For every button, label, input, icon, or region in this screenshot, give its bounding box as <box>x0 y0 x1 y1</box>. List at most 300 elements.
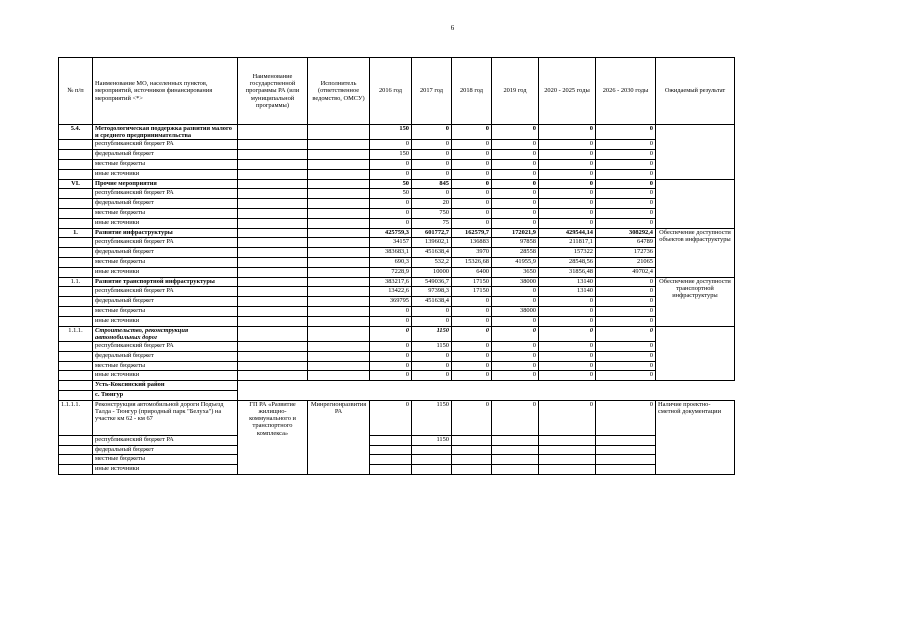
cell-2026-2030: 0 <box>596 316 656 326</box>
row-number <box>59 465 93 475</box>
table-row <box>59 199 735 209</box>
header-no: № п/п <box>59 58 93 125</box>
row-number <box>59 306 93 316</box>
cell-2026-2030: 0 <box>596 169 656 179</box>
cell-2018: 0 <box>452 140 492 150</box>
table-row <box>59 390 735 400</box>
cell-2016 <box>370 465 412 475</box>
row-executor <box>308 248 370 258</box>
table-row <box>59 160 735 170</box>
cell-2017: 0 <box>412 160 452 170</box>
cell-2019: 28558 <box>492 248 539 258</box>
row-executor <box>308 361 370 371</box>
row-name: Развитие транспортной инфраструктуры <box>93 277 238 287</box>
table-row <box>59 257 735 267</box>
cell-2016: 150 <box>370 150 412 160</box>
row-executor <box>308 160 370 170</box>
cell-2017: 0 <box>412 125 452 140</box>
row-program <box>238 140 308 150</box>
row-number <box>59 169 93 179</box>
cell-2017: 750 <box>412 208 452 218</box>
cell-2019 <box>492 435 539 445</box>
cell-2020-2025: 0 <box>539 218 596 228</box>
cell-2026-2030: 0 <box>596 287 656 297</box>
row-number: 1.1.1.1. <box>59 400 93 435</box>
cell-2020-2025: 0 <box>539 199 596 209</box>
row-result <box>656 326 735 381</box>
cell-2020-2025: 0 <box>539 189 596 199</box>
cell-2019: 0 <box>492 361 539 371</box>
cell-2018: 162579,7 <box>452 228 492 238</box>
row-executor <box>308 306 370 316</box>
cell-2019 <box>492 465 539 475</box>
cell-2018: 0 <box>452 351 492 361</box>
table-row <box>59 361 735 371</box>
cell-2016: 0 <box>370 140 412 150</box>
row-program <box>238 316 308 326</box>
cell-2016: 369795 <box>370 297 412 307</box>
row-number <box>59 361 93 371</box>
cell-2026-2030: 0 <box>596 306 656 316</box>
row-number <box>59 140 93 150</box>
cell-2026-2030: 0 <box>596 160 656 170</box>
cell-2026-2030: 0 <box>596 125 656 140</box>
cell-2019: 97858 <box>492 238 539 248</box>
row-name: Развитие инфраструктуры <box>93 228 238 238</box>
cell-2019: 38000 <box>492 306 539 316</box>
row-number: VI. <box>59 179 93 189</box>
cell-2017: 97398,3 <box>412 287 452 297</box>
row-number: 5.4. <box>59 125 93 140</box>
row-name: федеральный бюджет <box>93 445 238 455</box>
row-program <box>238 277 308 287</box>
row-executor: Минрегионразвития РА <box>308 400 370 474</box>
cell-2019: 3650 <box>492 267 539 277</box>
table-row <box>59 297 735 307</box>
table-row <box>59 238 735 248</box>
table-row <box>59 326 735 341</box>
cell-2018: 17150 <box>452 287 492 297</box>
cell-2026-2030: 0 <box>596 179 656 189</box>
row-program <box>238 125 308 140</box>
cell-2016 <box>370 435 412 445</box>
row-result: Обеспечение доступности транспортной инфраструктуры <box>656 277 735 326</box>
cell-2020-2025: 429544,14 <box>539 228 596 238</box>
cell-2020-2025: 0 <box>539 371 596 381</box>
cell-2017: 20 <box>412 199 452 209</box>
cell-2020-2025: 0 <box>539 316 596 326</box>
cell-2019: 0 <box>492 351 539 361</box>
cell-2020-2025 <box>539 455 596 465</box>
cell-2018: 0 <box>452 160 492 170</box>
cell-2026-2030: 0 <box>596 297 656 307</box>
table-row <box>59 218 735 228</box>
row-program: ГП РА «Развитие жилищно-коммунального и транспортного комплекса» <box>238 400 308 474</box>
cell-2019: 0 <box>492 169 539 179</box>
cell-2016 <box>370 455 412 465</box>
village-name: с. Тюнгур <box>93 390 238 400</box>
row-program <box>238 306 308 316</box>
cell-2016: 0 <box>370 160 412 170</box>
row-number <box>59 341 93 351</box>
row-name: федеральный бюджет <box>93 248 238 258</box>
row-program <box>238 351 308 361</box>
cell-2017: 549036,7 <box>412 277 452 287</box>
row-program <box>238 248 308 258</box>
row-number: 1. <box>59 228 93 238</box>
row-number <box>59 316 93 326</box>
table-row <box>59 435 735 445</box>
cell-2020-2025: 0 <box>539 160 596 170</box>
table-row <box>59 351 735 361</box>
cell-2017: 0 <box>412 169 452 179</box>
row-program <box>238 199 308 209</box>
header-2017: 2017 год <box>412 58 452 125</box>
cell-2016: 0 <box>370 351 412 361</box>
cell-2018 <box>452 455 492 465</box>
row-number <box>59 267 93 277</box>
row-name: местные бюджеты <box>93 306 238 316</box>
cell-2020-2025: 0 <box>539 208 596 218</box>
cell-2019: 0 <box>492 371 539 381</box>
cell-2020-2025 <box>539 465 596 475</box>
row-name: республиканский бюджет РА <box>93 341 238 351</box>
cell-2020-2025: 0 <box>539 179 596 189</box>
cell-2018: 3970 <box>452 248 492 258</box>
row-name: федеральный бюджет <box>93 351 238 361</box>
cell-2016: 0 <box>370 341 412 351</box>
table-row <box>59 306 735 316</box>
row-result <box>656 179 735 228</box>
cell-2026-2030: 0 <box>596 371 656 381</box>
cell-2016: 0 <box>370 371 412 381</box>
cell-2020-2025 <box>539 435 596 445</box>
row-program <box>238 341 308 351</box>
row-executor <box>308 371 370 381</box>
table-row <box>59 267 735 277</box>
cell-2018: 0 <box>452 189 492 199</box>
page-number: 6 <box>450 24 455 32</box>
row-number <box>59 455 93 465</box>
row-executor <box>308 228 370 238</box>
cell-2016: 34157 <box>370 238 412 248</box>
cell-2026-2030: 21065 <box>596 257 656 267</box>
row-executor <box>308 189 370 199</box>
header-executor: Исполнитель (ответственное ведомство, ОМСУ) <box>308 58 370 125</box>
cell-2019: 0 <box>492 297 539 307</box>
row-number <box>59 218 93 228</box>
header-program: Наименование государственной программы РА (или муниципальной программы) <box>238 58 308 125</box>
header-name: Наименование МО, населенных пунктов, мероприятий, источников финансирования мероприятий <*> <box>93 58 238 125</box>
row-executor <box>308 179 370 189</box>
table-row <box>59 341 735 351</box>
cell-2026-2030 <box>596 455 656 465</box>
cell-2026-2030: 0 <box>596 140 656 150</box>
cell-2017: 0 <box>412 371 452 381</box>
row-number <box>59 248 93 258</box>
table-row <box>59 228 735 238</box>
cell-2017: 1150 <box>412 326 452 341</box>
cell-2017: 0 <box>412 140 452 150</box>
cell-2018: 0 <box>452 326 492 341</box>
cell-2017: 139602,1 <box>412 238 452 248</box>
cell-2020-2025: 0 <box>539 150 596 160</box>
cell-2016: 0 <box>370 361 412 371</box>
row-name: местные бюджеты <box>93 257 238 267</box>
table-row <box>59 381 735 391</box>
cell-2016: 13422,6 <box>370 287 412 297</box>
cell-2017: 532,2 <box>412 257 452 267</box>
table-row <box>59 248 735 258</box>
cell-2026-2030: 0 <box>596 326 656 341</box>
cell-2016 <box>370 445 412 455</box>
row-executor <box>308 351 370 361</box>
row-program <box>238 257 308 267</box>
cell-2026-2030: 0 <box>596 361 656 371</box>
row-program <box>238 228 308 238</box>
cell-2018: 0 <box>452 361 492 371</box>
cell-2018: 0 <box>452 297 492 307</box>
cell-2026-2030: 0 <box>596 150 656 160</box>
row-executor <box>308 169 370 179</box>
row-number <box>59 150 93 160</box>
table-row <box>59 179 735 189</box>
row-number <box>59 189 93 199</box>
cell-2017: 451638,4 <box>412 297 452 307</box>
header-2026-2030: 2026 - 2030 годы <box>596 58 656 125</box>
cell-2016: 0 <box>370 199 412 209</box>
cell-2026-2030 <box>596 465 656 475</box>
table-row <box>59 169 735 179</box>
cell-2018: 0 <box>452 218 492 228</box>
row-executor <box>308 140 370 150</box>
row-program <box>238 169 308 179</box>
cell-2019: 0 <box>492 140 539 150</box>
row-program <box>238 218 308 228</box>
cell-2019: 0 <box>492 189 539 199</box>
cell-2017: 0 <box>412 150 452 160</box>
cell-2019: 0 <box>492 326 539 341</box>
cell-2019: 38000 <box>492 277 539 287</box>
cell-2026-2030: 0 <box>596 208 656 218</box>
cell-2019: 0 <box>492 150 539 160</box>
cell-2020-2025: 0 <box>539 169 596 179</box>
row-name: федеральный бюджет <box>93 297 238 307</box>
cell-2017 <box>412 455 452 465</box>
cell-2017: 0 <box>412 316 452 326</box>
cell-2026-2030 <box>596 445 656 455</box>
cell-2018: 0 <box>452 341 492 351</box>
cell-2017: 75 <box>412 218 452 228</box>
cell-2026-2030: 49702,4 <box>596 267 656 277</box>
cell-2020-2025: 0 <box>539 140 596 150</box>
row-spacer <box>238 390 735 400</box>
cell-2026-2030: 0 <box>596 199 656 209</box>
cell-2016: 0 <box>370 316 412 326</box>
cell-2019: 0 <box>492 160 539 170</box>
row-executor <box>308 257 370 267</box>
cell-2017: 0 <box>412 361 452 371</box>
cell-2026-2030 <box>596 435 656 445</box>
cell-2026-2030: 0 <box>596 277 656 287</box>
cell-2020-2025: 0 <box>539 400 596 435</box>
table-row <box>59 400 735 435</box>
cell-2018: 0 <box>452 179 492 189</box>
cell-2016: 0 <box>370 218 412 228</box>
row-executor <box>308 267 370 277</box>
header-2018: 2018 год <box>452 58 492 125</box>
cell-2019: 0 <box>492 400 539 435</box>
cell-2020-2025: 28548,56 <box>539 257 596 267</box>
cell-2018 <box>452 435 492 445</box>
cell-2026-2030: 172736 <box>596 248 656 258</box>
cell-2018 <box>452 445 492 455</box>
row-number <box>59 381 93 391</box>
cell-2018: 0 <box>452 150 492 160</box>
cell-2020-2025: 0 <box>539 341 596 351</box>
row-result: Наличие проектно-сметной документации <box>656 400 735 474</box>
row-name: местные бюджеты <box>93 361 238 371</box>
row-name: местные бюджеты <box>93 160 238 170</box>
row-program <box>238 179 308 189</box>
header-2016: 2016 год <box>370 58 412 125</box>
table-row <box>59 371 735 381</box>
row-name: Прочие мероприятия <box>93 179 238 189</box>
row-executor <box>308 199 370 209</box>
row-name: иные источники <box>93 316 238 326</box>
row-number <box>59 371 93 381</box>
cell-2019: 0 <box>492 218 539 228</box>
row-name: Реконструкция автомобильной дороги Подъезд Талда - Тюнгур (природный парк "Белуха") на участке км 62 - км 67 <box>93 400 238 435</box>
cell-2020-2025: 0 <box>539 351 596 361</box>
row-executor <box>308 341 370 351</box>
table-row <box>59 316 735 326</box>
row-program <box>238 297 308 307</box>
table-row <box>59 140 735 150</box>
row-number <box>59 351 93 361</box>
table-row <box>59 445 735 455</box>
cell-2019: 0 <box>492 316 539 326</box>
cell-2018 <box>452 465 492 475</box>
row-executor <box>308 277 370 287</box>
header-result: Ожидаемый результат <box>656 58 735 125</box>
cell-2016: 383683,1 <box>370 248 412 258</box>
row-executor <box>308 297 370 307</box>
row-number <box>59 208 93 218</box>
row-result <box>656 125 735 180</box>
row-name: республиканский бюджет РА <box>93 238 238 248</box>
cell-2017: 451638,4 <box>412 248 452 258</box>
row-number <box>59 199 93 209</box>
row-executor <box>308 218 370 228</box>
table-row <box>59 189 735 199</box>
cell-2017: 601772,7 <box>412 228 452 238</box>
cell-2016: 150 <box>370 125 412 140</box>
row-program <box>238 238 308 248</box>
cell-2019: 0 <box>492 179 539 189</box>
table-row <box>59 208 735 218</box>
row-name: республиканский бюджет РА <box>93 140 238 150</box>
row-name: федеральный бюджет <box>93 199 238 209</box>
row-program <box>238 267 308 277</box>
row-name: иные источники <box>93 371 238 381</box>
cell-2018: 0 <box>452 316 492 326</box>
row-program <box>238 160 308 170</box>
row-program <box>238 326 308 341</box>
cell-2020-2025: 0 <box>539 326 596 341</box>
cell-2016: 0 <box>370 400 412 435</box>
table-row <box>59 465 735 475</box>
row-executor <box>308 150 370 160</box>
row-name: местные бюджеты <box>93 208 238 218</box>
cell-2018: 0 <box>452 306 492 316</box>
cell-2017: 1150 <box>412 435 452 445</box>
table-row <box>59 277 735 287</box>
row-executor <box>308 326 370 341</box>
cell-2017: 0 <box>412 306 452 316</box>
row-number <box>59 390 93 400</box>
cell-2026-2030: 0 <box>596 218 656 228</box>
row-program <box>238 287 308 297</box>
cell-2016: 0 <box>370 208 412 218</box>
cell-2017: 845 <box>412 179 452 189</box>
cell-2018: 0 <box>452 199 492 209</box>
cell-2017: 0 <box>412 189 452 199</box>
cell-2019: 172021,9 <box>492 228 539 238</box>
cell-2017: 1150 <box>412 341 452 351</box>
cell-2016: 50 <box>370 179 412 189</box>
cell-2019: 0 <box>492 341 539 351</box>
cell-2016: 50 <box>370 189 412 199</box>
cell-2016: 7228,9 <box>370 267 412 277</box>
cell-2026-2030: 0 <box>596 189 656 199</box>
row-number <box>59 435 93 445</box>
cell-2019: 0 <box>492 199 539 209</box>
row-program <box>238 371 308 381</box>
row-executor <box>308 287 370 297</box>
row-name: иные источники <box>93 267 238 277</box>
row-executor <box>308 208 370 218</box>
cell-2018: 0 <box>452 169 492 179</box>
cell-2018: 17150 <box>452 277 492 287</box>
cell-2018: 0 <box>452 125 492 140</box>
row-number <box>59 160 93 170</box>
cell-2019: 41955,9 <box>492 257 539 267</box>
row-name: федеральный бюджет <box>93 150 238 160</box>
row-number <box>59 238 93 248</box>
row-name: республиканский бюджет РА <box>93 435 238 445</box>
cell-2020-2025: 31856,48 <box>539 267 596 277</box>
cell-2020-2025: 13140 <box>539 287 596 297</box>
cell-2017 <box>412 465 452 475</box>
row-executor <box>308 125 370 140</box>
cell-2018: 0 <box>452 208 492 218</box>
cell-2016: 0 <box>370 306 412 316</box>
row-program <box>238 208 308 218</box>
cell-2020-2025: 0 <box>539 297 596 307</box>
financing-table <box>58 57 735 475</box>
header-row <box>59 58 735 125</box>
cell-2016: 690,3 <box>370 257 412 267</box>
cell-2020-2025: 211817,1 <box>539 238 596 248</box>
district-name: Усть-Коксинский район <box>93 381 238 391</box>
table-row <box>59 287 735 297</box>
header-2020-2025: 2020 - 2025 годы <box>539 58 596 125</box>
cell-2020-2025: 13140 <box>539 277 596 287</box>
cell-2026-2030: 0 <box>596 341 656 351</box>
cell-2026-2030: 0 <box>596 351 656 361</box>
cell-2018: 136883 <box>452 238 492 248</box>
